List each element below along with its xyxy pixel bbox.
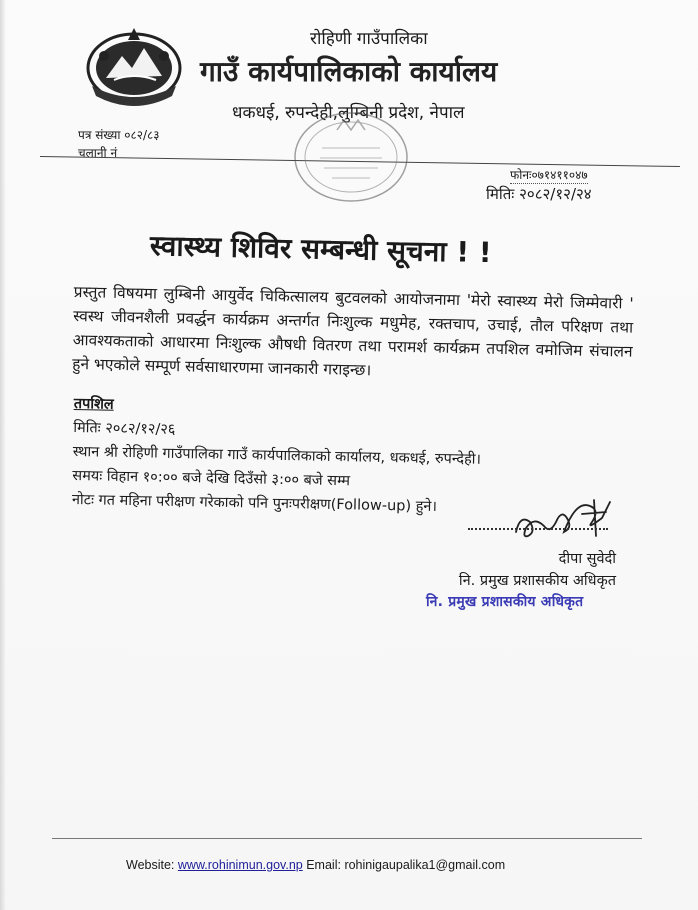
details-heading: तपशिल: [73, 395, 114, 413]
notice-title: स्वास्थ्य शिविर सम्बन्धी सूचना ! !: [149, 229, 492, 270]
footer-divider: [52, 838, 642, 839]
signatory-block: [440, 548, 616, 592]
website-link[interactable]: www.rohinimun.gov.np: [177, 858, 303, 872]
camp-place: स्थान श्री रोहिणी गाउँपालिका गाउँ कार्यपालिकाको कार्यालय, धकधई, रुपन्देही।: [72, 443, 482, 468]
dispatch-number: चलानी नं: [78, 146, 118, 160]
email-label: Email:: [306, 858, 341, 872]
office-address: धकधई, रुपन्देही,लुम्बिनी प्रदेश, नेपाल: [232, 103, 465, 123]
notice-body: प्रस्तुत विषयमा लुम्बिनी आयुर्वेद चिकित्सालय बुटवलको आयोजनामा 'मेरो स्वास्थ्य मेरो जिम्मेवारी ' स्वस्थ जीवनशैली प्रवर्द्धन कार्यक्रम अन्तर्गत निःशुल्क मधुमेह, रक्तचाप, उचाई, तौल परिक्षण तथा आवश्यकताको आधारमा निःशुल्क औषधी वितरण तथा परामर्श कार्यक्रम तपशिल वमोजिम संचालन हुने भएकोले सम्पूर्ण सर्वसाधारणमा जानकारी गराइन्छ।: [72, 282, 634, 380]
government-emblem-icon: [84, 26, 184, 110]
phone-number: फोनः०७१४११०४७: [510, 168, 588, 182]
designation-stamp: नि. प्रमुख प्रशासकीय अधिकृत: [426, 594, 584, 610]
signature: [506, 492, 616, 550]
signatory-designation: नि. प्रमुख प्रशासकीय अधिकृत: [458, 573, 616, 589]
municipality-name: रोहिणी गाउँपालिका: [310, 29, 428, 49]
office-name: गाउँ कार्यपालिकाको कार्यालय: [200, 55, 498, 88]
email-address[interactable]: rohinigaupalika1@gmail.com: [344, 858, 506, 872]
signature-line: [468, 528, 608, 530]
signatory-name: दीपा सुवेदी: [558, 551, 616, 567]
camp-note: नोटः गत महिना परीक्षण गरेकाको पनि पुनःपरीक्षण(Follow-up) हुने।: [71, 491, 438, 515]
scan-edge: [0, 0, 6, 910]
footer: [126, 858, 505, 872]
office-stamp: [292, 108, 410, 206]
camp-time: समयः विहान १०:०० बजे देखि दिउँसो ३:०० बजे सम्म: [72, 467, 351, 490]
website-label: Website:: [126, 858, 175, 872]
camp-date: मितिः २०८२/१२/२६: [73, 419, 176, 438]
letter-number: पत्र संख्या ०८२/८३: [78, 128, 160, 142]
issue-date: मितिः २०८२/१२/२४: [486, 185, 592, 203]
